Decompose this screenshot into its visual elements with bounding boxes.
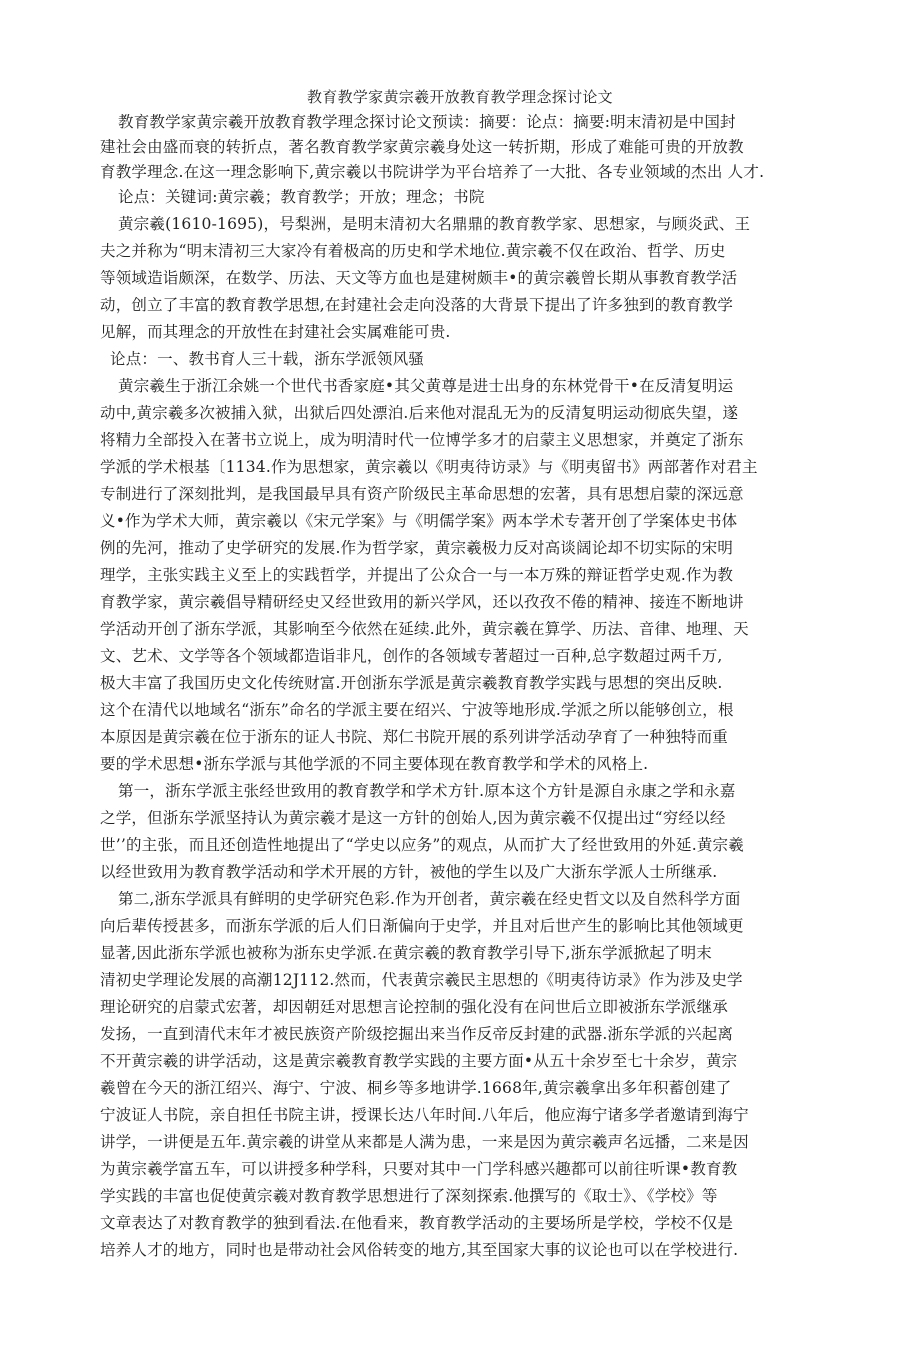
text-line: 学实践的丰富也促使黄宗羲对教育教学思想进行了深刻探索.他撰写的《取士》、《学校》等 (100, 1187, 718, 1205)
text-line: 第二,浙东学派具有鲜明的史学研究色彩.作为开创者，黄宗羲在经史哲文以及自然科学方面 (118, 890, 741, 908)
text-line: 文、艺术、文学等各个领域都造诣非凡，创作的各领域专著超过一百种,总字数超过两千万, (100, 647, 723, 665)
text-line: 例的先河，推动了史学研究的发展.作为哲学家，黄宗羲极力反对高谈阔论却不切实际的宋明 (100, 539, 734, 557)
text-line: 这个在清代以地域名“浙东”命名的学派主要在绍兴、宁波等地形成.学派之所以能够创立，根 (100, 701, 734, 719)
text-line: 清初史学理论发展的高潮12J112.然而，代表黄宗羲民主思想的《明夷待访录》作为涉及史学 (100, 971, 743, 989)
text-line: 培养人才的地方，同时也是带动社会风俗转变的地方,其至国家大事的议论也可以在学校进行. (100, 1241, 739, 1259)
text-line: 文章表达了对教育教学的独到看法.在他看来，教育教学活动的主要场所是学校，学校不仅是 (100, 1214, 734, 1232)
text-line: 义•作为学术大师，黄宗羲以《宋元学案》与《明儒学案》两本学术专著开创了学案体史书体 (100, 512, 738, 530)
text-line: 专制进行了深刻批判，是我国最早具有资产阶级民主革命思想的宏著，具有思想启蒙的深远意 (100, 485, 744, 503)
text-line: 向后辈传授甚多，而浙东学派的后人们日渐偏向于史学，并且对后世产生的影响比其他领域更 (100, 917, 744, 935)
text-line: 第一，浙东学派主张经世致用的教育教学和学术方针.原本这个方针是源自永康之学和永嘉 (118, 782, 736, 800)
text-line: 讲学，一讲便是五年.黄宗羲的讲堂从来都是人满为患，一来是因为黄宗羲声名远播，二来是因 (100, 1133, 749, 1151)
text-line: 动，创立了丰富的教育教学思想,在封建社会走向没落的大背景下提出了许多独到的教育教学 (100, 296, 734, 314)
text-line: 等领域造诣颇深，在数学、历法、天文等方血也是建树颇丰•的黄宗羲曾长期从事教育教学活 (100, 269, 738, 287)
text-line: 学活动开创了浙东学派，其影响至今依然在延续.此外，黄宗羲在算学、历法、音律、地理、天 (100, 620, 749, 638)
text-line: 将精力全部投入在著书立说上，成为明清时代一位博学多才的启蒙主义思想家，并奠定了浙东 (100, 431, 744, 449)
text-line: 育教学家，黄宗羲倡导精研经史又经世致用的新兴学风，还以孜孜不倦的精神、接连不断地讲 (100, 593, 744, 611)
text-line: 之学，但浙东学派坚持认为黄宗羲才是这一方针的创始人,因为黄宗羲不仅提出过“穷经以经 (100, 809, 726, 827)
text-line: 动中,黄宗羲多次被捕入狱，出狱后四处漂泊.后来他对混乱无为的反清复明运动彻底失望，遂 (100, 404, 739, 422)
text-line: 显著,因此浙东学派也被称为浙东史学派.在黄宗羲的教育教学引导下,浙东学派掀起了明末 (100, 944, 712, 962)
text-line: 夫之并称为“明末清初三大家冷有着极高的历史和学术地位.黄宗羲不仅在政治、哲学、历史 (100, 242, 726, 260)
document-title: 教育教学家黄宗羲开放教育教学理念探讨论文 (306, 88, 613, 106)
text-line: 以经世致用为教育教学活动和学术开展的方针，被他的学生以及广大浙东学派人士所继承. (100, 863, 718, 881)
text-line: 理论研究的启蒙式宏著，却因朝廷对思想言论控制的强化没有在问世后立即被浙东学派继承 (100, 998, 729, 1016)
text-line: 要的学术思想•浙东学派与其他学派的不同主要体现在教育教学和学术的风格上. (100, 755, 649, 773)
text-line: 发扬，一直到清代末年才被民族资产阶级挖掘出来当作反帝反封建的武器.浙东学派的兴起离 (100, 1025, 734, 1043)
text-line: 论点：一、教书育人三十载，浙东学派领风骚 (110, 350, 425, 368)
text-line: 宁波证人书院，亲自担任书院主讲，授课长达八年时间.八年后，他应海宁诸多学者邀请到海宁 (100, 1106, 749, 1124)
text-line: 建社会由盛而衰的转折点，著名教育教学家黄宗羲身处这一转折期，形成了难能可贵的开放教 (100, 138, 744, 156)
text-line: 不开黄宗羲的讲学活动，这是黄宗羲教育教学实践的主要方面•从五十余岁至七十余岁，黄宗 (100, 1052, 738, 1070)
text-line: 教育教学家黄宗羲开放教育教学理念探讨论文预读：摘要：论点：摘要:明末清初是中国封 (118, 113, 736, 131)
text-line: 黄宗羲生于浙江余姚一个世代书香家庭•其父黄尊是进士出身的东林党骨干•在反清复明运 (118, 377, 734, 395)
text-line: 论点：关键词:黄宗羲；教育教学；开放；理念；书院 (118, 188, 485, 206)
text-line: 世’’的主张，而且还创造性地提出了“学史以应务”的观点，从而扩大了经世致用的外延.黄宗羲 (100, 836, 744, 854)
text-line: 羲曾在今天的浙江绍兴、海宁、宁波、桐乡等多地讲学.1668年,黄宗羲拿出多年积蓄创建了 (100, 1079, 732, 1097)
text-line: 极大丰富了我国历史文化传统财富.开创浙东学派是黄宗羲教育教学实践与思想的突出反映. (100, 674, 723, 692)
text-line: 本原因是黄宗羲在位于浙东的证人书院、郑仁书院开展的系列讲学活动孕育了一种独特而重 (100, 728, 729, 746)
text-line: 理学，主张实践主义至上的实践哲学，并提出了公众合一与一本万殊的辩证哲学史观.作为教 (100, 566, 734, 584)
text-line: 黄宗羲(1610-1695)，号梨洲，是明末清初大名鼎鼎的教育教学家、思想家，与顾炎武、王 (118, 215, 751, 233)
text-line: 为黄宗羲学富五车，可以讲授多种学科，只要对其中一门学科感兴趣都可以前往听课•教育教 (100, 1160, 738, 1178)
text-line: 育教学理念.在这一理念影响下,黄宗羲以书院讲学为平台培养了一大批、各专业领域的杰出 人才. (100, 163, 765, 181)
text-line: 学派的学术根基〔1134.作为思想家，黄宗羲以《明夷待访录》与《明夷留书》两部著作对君主 (100, 458, 758, 476)
text-line: 见解，而其理念的开放性在封建社会实属难能可贵. (100, 323, 451, 341)
